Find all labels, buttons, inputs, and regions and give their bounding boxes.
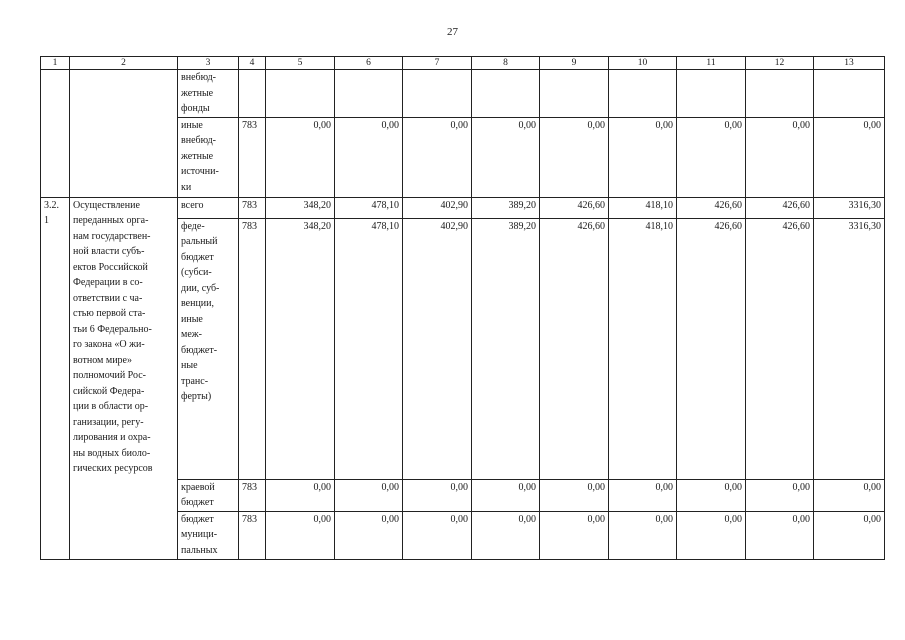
value-cell: 0,00 bbox=[609, 511, 677, 559]
value-cell: 418,10 bbox=[609, 218, 677, 479]
value-cell: 478,10 bbox=[335, 218, 403, 479]
column-number: 6 bbox=[335, 57, 403, 70]
value-cell: 426,60 bbox=[540, 218, 609, 479]
value-cell: 0,00 bbox=[609, 117, 677, 197]
column-number: 11 bbox=[677, 57, 746, 70]
value-cell: 0,00 bbox=[403, 511, 472, 559]
value-cell: 0,00 bbox=[677, 479, 746, 511]
column-number: 8 bbox=[472, 57, 540, 70]
value-cell: 3316,30 bbox=[814, 218, 885, 479]
column-number: 3 bbox=[178, 57, 239, 70]
value-cell: 0,00 bbox=[266, 117, 335, 197]
value-cell: 478,10 bbox=[335, 197, 403, 218]
funding-source-cell: бюджет муници- пальных bbox=[178, 511, 239, 559]
value-cell: 0,00 bbox=[472, 511, 540, 559]
value-cell: 0,00 bbox=[472, 479, 540, 511]
code-cell: 783 bbox=[239, 117, 266, 197]
row-number-cell: 3.2. 1 bbox=[41, 197, 70, 559]
value-cell: 0,00 bbox=[266, 511, 335, 559]
value-cell: 426,60 bbox=[677, 197, 746, 218]
code-cell bbox=[239, 70, 266, 118]
value-cell: 0,00 bbox=[746, 117, 814, 197]
value-cell bbox=[266, 70, 335, 118]
value-cell: 0,00 bbox=[814, 511, 885, 559]
value-cell: 0,00 bbox=[540, 479, 609, 511]
value-cell: 0,00 bbox=[814, 117, 885, 197]
value-cell: 418,10 bbox=[609, 197, 677, 218]
description-cell: Осуществление переданных орга- нам государствен- ной власти субъ- ектов Российской Федерации в со- ответствии с ча- стью первой ста- тьи 6 Федерально- го закона «О жи- вотном мире» полномочий Рос- сийской Федера- ции в области ор- ганизации, регу- лирования и охра- ны водных биоло- гических ресурсов bbox=[70, 197, 178, 559]
value-cell: 389,20 bbox=[472, 218, 540, 479]
value-cell: 348,20 bbox=[266, 218, 335, 479]
row-number-cell bbox=[41, 70, 70, 198]
column-number: 10 bbox=[609, 57, 677, 70]
value-cell bbox=[677, 70, 746, 118]
value-cell: 348,20 bbox=[266, 197, 335, 218]
value-cell: 426,60 bbox=[540, 197, 609, 218]
value-cell: 402,90 bbox=[403, 197, 472, 218]
value-cell: 0,00 bbox=[335, 479, 403, 511]
value-cell: 389,20 bbox=[472, 197, 540, 218]
value-cell: 0,00 bbox=[814, 479, 885, 511]
column-number: 4 bbox=[239, 57, 266, 70]
value-cell: 0,00 bbox=[677, 117, 746, 197]
value-cell: 402,90 bbox=[403, 218, 472, 479]
value-cell: 0,00 bbox=[403, 479, 472, 511]
funding-source-cell: феде- ральный бюджет (субси- дии, суб- венции, иные меж- бюджет- ные транс- ферты) bbox=[178, 218, 239, 479]
funding-source-cell: всего bbox=[178, 197, 239, 218]
column-number: 13 bbox=[814, 57, 885, 70]
code-cell: 783 bbox=[239, 479, 266, 511]
value-cell: 426,60 bbox=[746, 197, 814, 218]
value-cell: 426,60 bbox=[677, 218, 746, 479]
column-number: 2 bbox=[70, 57, 178, 70]
value-cell: 0,00 bbox=[746, 479, 814, 511]
column-number: 9 bbox=[540, 57, 609, 70]
table-row bbox=[41, 197, 885, 218]
value-cell bbox=[746, 70, 814, 118]
column-number-row bbox=[41, 57, 885, 70]
column-number: 1 bbox=[41, 57, 70, 70]
value-cell bbox=[609, 70, 677, 118]
value-cell: 0,00 bbox=[335, 117, 403, 197]
code-cell: 783 bbox=[239, 511, 266, 559]
funding-source-cell: внебюд- жетные фонды bbox=[178, 70, 239, 118]
budget-table bbox=[40, 56, 885, 560]
value-cell: 0,00 bbox=[403, 117, 472, 197]
value-cell bbox=[335, 70, 403, 118]
value-cell: 3316,30 bbox=[814, 197, 885, 218]
value-cell: 0,00 bbox=[609, 479, 677, 511]
column-number: 7 bbox=[403, 57, 472, 70]
funding-source-cell: краевой бюджет bbox=[178, 479, 239, 511]
value-cell bbox=[472, 70, 540, 118]
value-cell bbox=[814, 70, 885, 118]
funding-source-cell: иные внебюд- жетные источни- ки bbox=[178, 117, 239, 197]
value-cell: 0,00 bbox=[677, 511, 746, 559]
column-number: 12 bbox=[746, 57, 814, 70]
column-number: 5 bbox=[266, 57, 335, 70]
description-cell bbox=[70, 70, 178, 198]
table-row bbox=[41, 70, 885, 118]
value-cell bbox=[540, 70, 609, 118]
code-cell: 783 bbox=[239, 197, 266, 218]
value-cell: 0,00 bbox=[335, 511, 403, 559]
value-cell bbox=[403, 70, 472, 118]
value-cell: 0,00 bbox=[266, 479, 335, 511]
value-cell: 0,00 bbox=[540, 511, 609, 559]
value-cell: 426,60 bbox=[746, 218, 814, 479]
page-number: 27 bbox=[447, 26, 458, 38]
value-cell: 0,00 bbox=[472, 117, 540, 197]
code-cell: 783 bbox=[239, 218, 266, 479]
value-cell: 0,00 bbox=[540, 117, 609, 197]
value-cell: 0,00 bbox=[746, 511, 814, 559]
